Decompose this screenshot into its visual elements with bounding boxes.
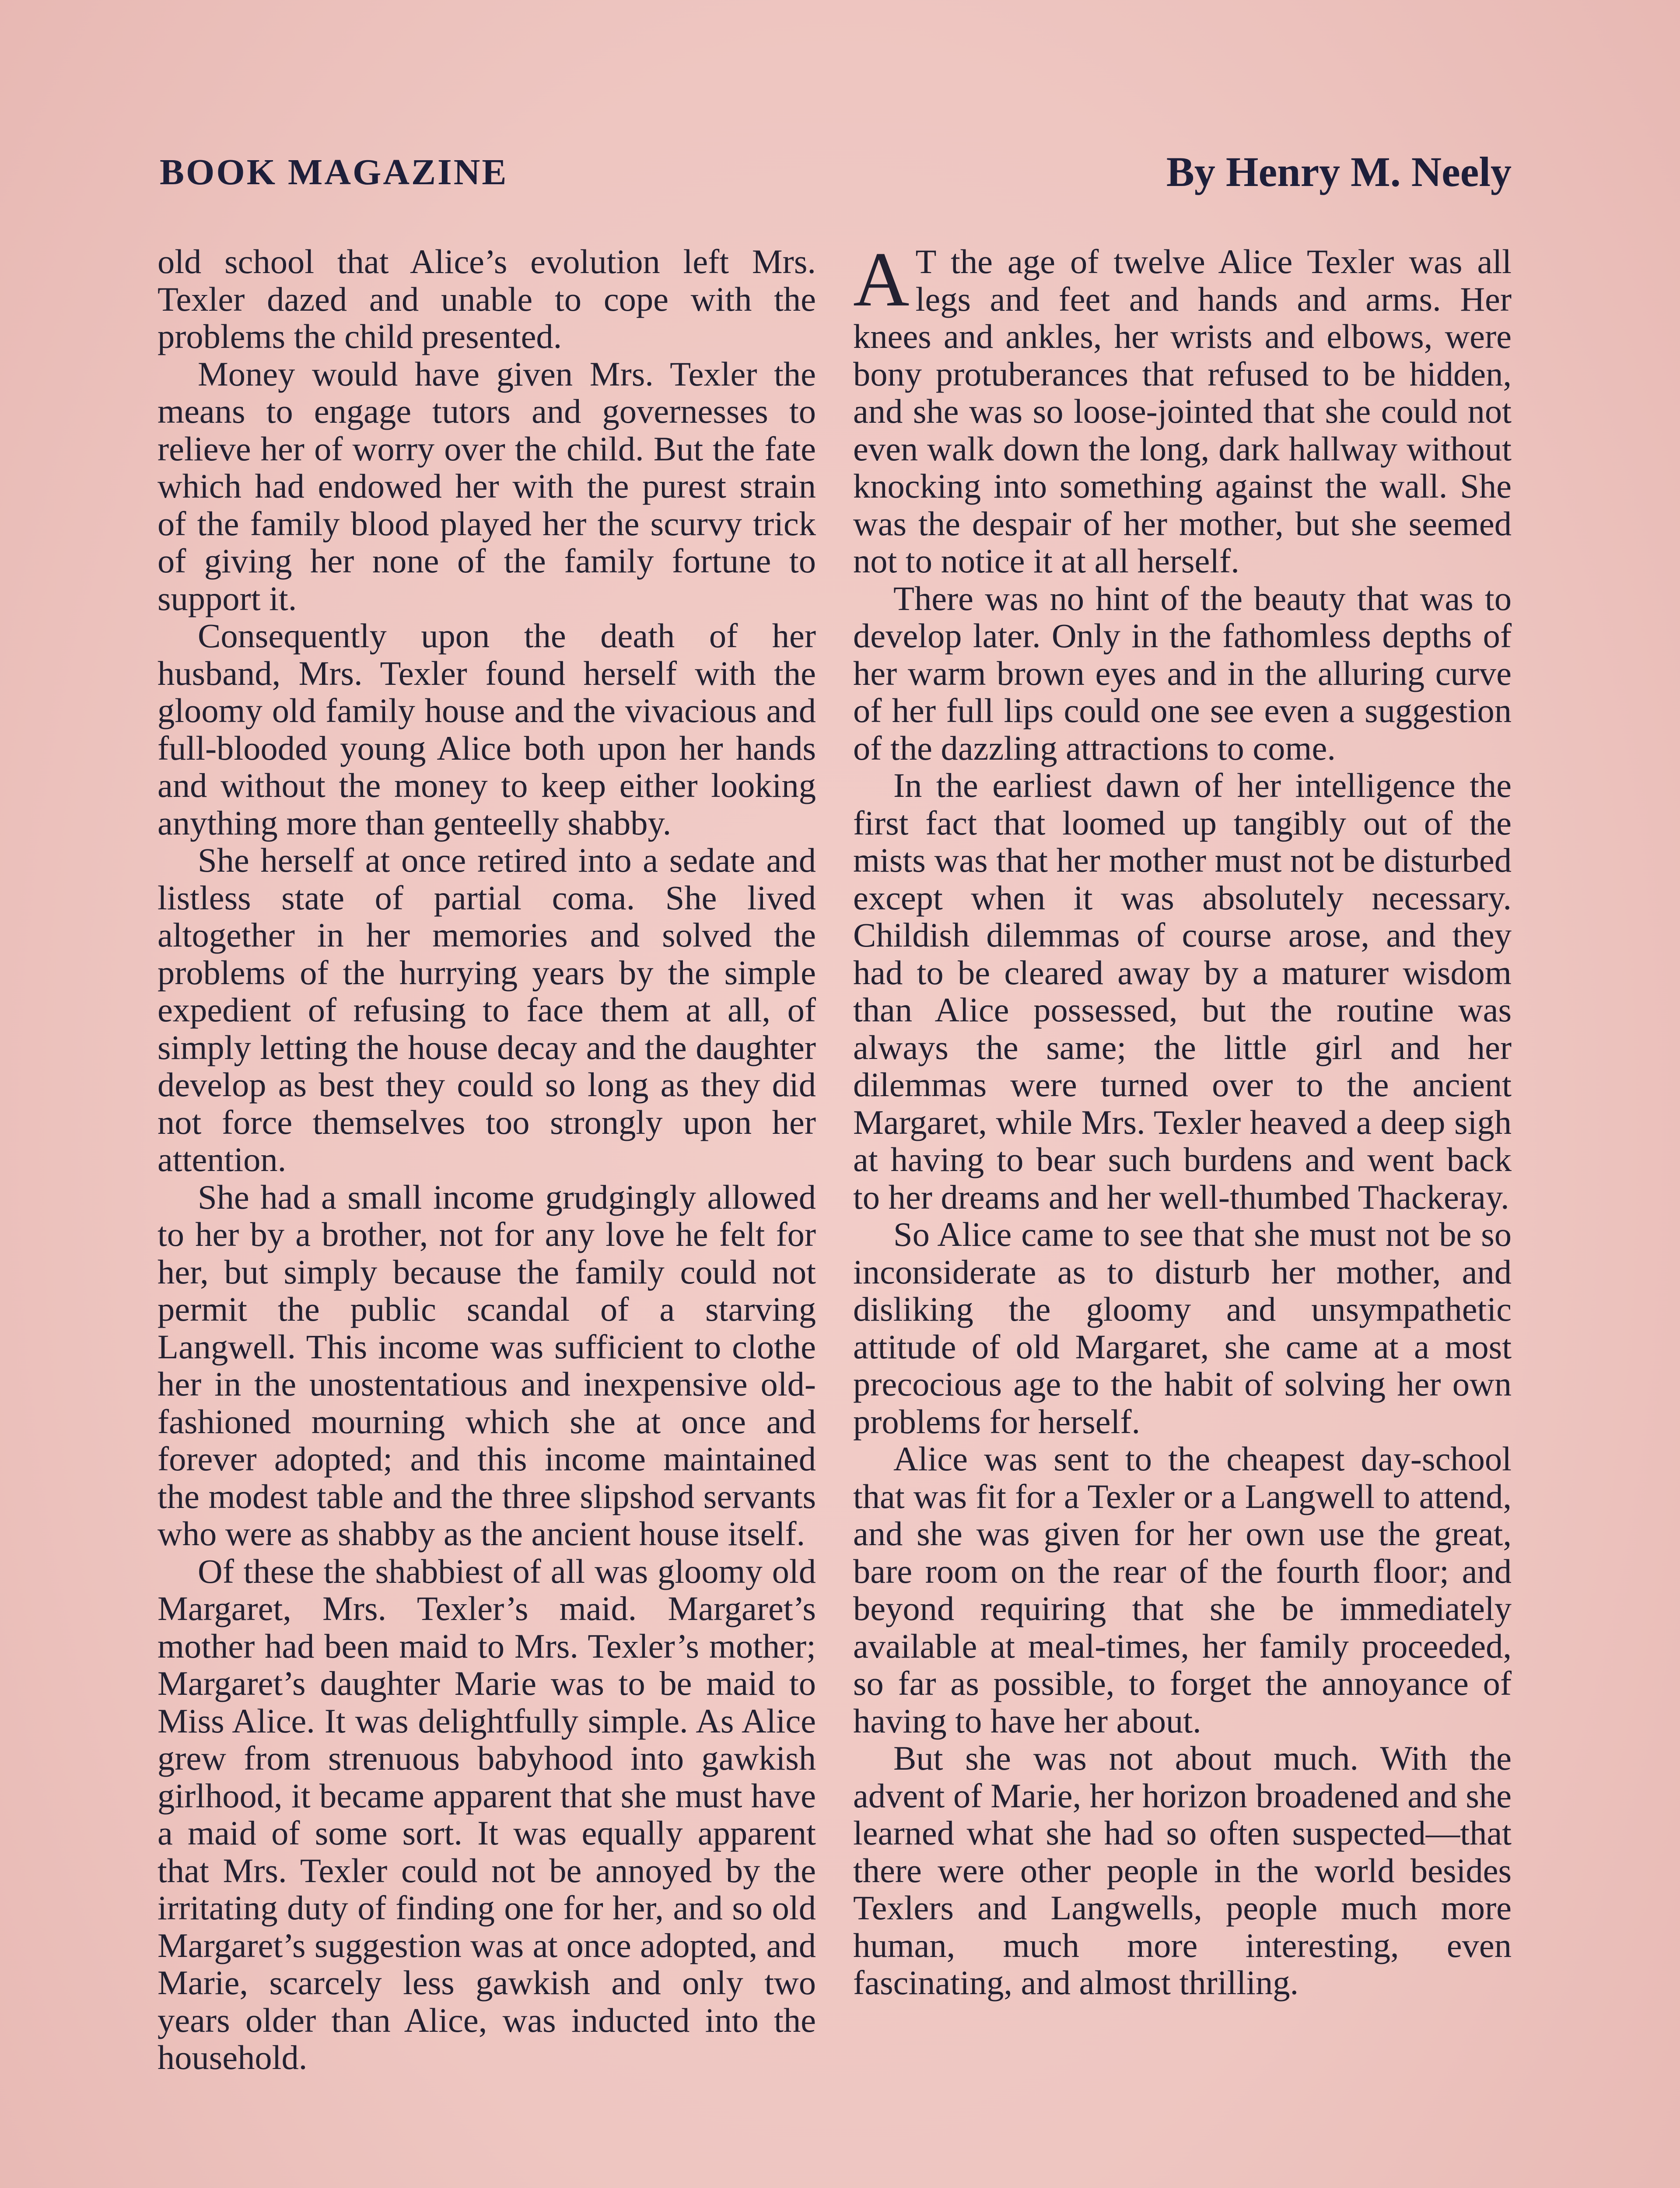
paragraph: She had a small income grudgingly allowed to her by a brother, not for any love he felt for her, but simply because the family could not permit the public scandal of a starving Langwell. This income was sufficient to clothe her in the unostentatious and inexpensive old-fashioned mourning which she at once and forever adopted; and this income maintained the modest table and the three slipshod servants who were as shabby as the ancient house itself. — [158, 1178, 816, 1553]
paragraph: But she was not about much. With the advent of Marie, her horizon broadened and she learned what she had so often suspected—that there were other people in the world besides Texlers and Langwells, people much more human, much more interesting, even fascinating, and almost thrilling. — [853, 1739, 1512, 2002]
paragraph: old school that Alice’s evolution left Mrs. Texler dazed and unable to cope with the problems the child presented. — [158, 242, 816, 355]
text-column-left — [158, 243, 816, 2076]
paragraph: In the earliest dawn of her intelligence the first fact that loomed up tangibly out of the mists was that her mother must not be disturbed except when it was absolutely necessary. Childish dilemmas of course arose, and they had to be cleared away by a maturer wisdom than Alice possessed, but the routine was always the same; the little girl and her dilemmas were turned over to the ancient Margaret, while Mrs. Texler heaved a deep sigh at having to bear such burdens and went back to her dreams and her well-thumbed Thackeray. — [853, 766, 1512, 1216]
publication-title: BOOK MAGAZINE — [160, 152, 508, 193]
paragraph: She herself at once retired into a sedate and listless state of partial coma. She lived altogether in her memories and solved the problems of the hurrying years by the simple expedient of refusing to face them at all, of simply letting the house decay and the daughter develop as best they could so long as they did not force themselves too strongly upon her attention. — [158, 841, 816, 1178]
author-byline: By Henry M. Neely — [1166, 148, 1512, 195]
paragraph: There was no hint of the beauty that was to develop later. Only in the fathomless depths of her warm brown eyes and in the alluring curve of her full lips could one see even a suggestion of the dazzling attractions to come. — [853, 579, 1512, 767]
paragraph: Consequently upon the death of her husband, Mrs. Texler found herself with the gloomy old family house and the vivacious and full-blooded young Alice both upon her hands and without the money to keep either looking anything more than genteelly shabby. — [158, 617, 816, 842]
paragraph: So Alice came to see that she must not be so inconsiderate as to disturb her mother, and disliking the gloomy and unsympathetic attitude of old Margaret, she came at a most precocious age to the habit of solving her own problems for herself. — [853, 1215, 1512, 1441]
paragraph: Alice was sent to the cheapest day-school that was fit for a Texler or a Langwell to attend, and she was given for her own use the great, bare room on the rear of the fourth floor; and beyond requiring that she be immediately available at meal-times, her family proceeded, so far as possible, to forget the annoyance of having to have her about. — [853, 1440, 1512, 1740]
running-header — [160, 148, 1512, 199]
opening-paragraph: AT the age of twelve Alice Texler was all legs and feet and hands and arms. Her knees and ankles, her wrists and elbows, were bony protuberances that refused to be hidden, and she was so loose-jointed that she could not even walk down the long, dark hallway without knocking into something against the wall. She was the despair of her mother, but she seemed not to notice it at all herself. — [853, 236, 1512, 580]
text-column-right — [853, 236, 1512, 2002]
paragraph: Money would have given Mrs. Texler the means to engage tutors and governesses to relieve her of worry over the child. But the fate which had endowed her with the purest strain of the family blood played her the scurvy trick of giving her none of the family fortune to support it. — [158, 354, 816, 617]
paragraph: Of these the shabbiest of all was gloomy old Margaret, Mrs. Texler’s maid. Margaret’s mother had been maid to Mrs. Texler’s mother; Margaret’s daughter Marie was to be maid to Miss Alice. It was delightfully simple. As Alice grew from strenuous babyhood into gawkish girlhood, it became apparent that she must have a maid of some sort. It was equally apparent that Mrs. Texler could not be annoyed by the irritating duty of finding one for her, and so old Margaret’s suggestion was at once adopted, and Marie, scarcely less gawkish and only two years older than Alice, was inducted into the household. — [158, 1552, 816, 2076]
